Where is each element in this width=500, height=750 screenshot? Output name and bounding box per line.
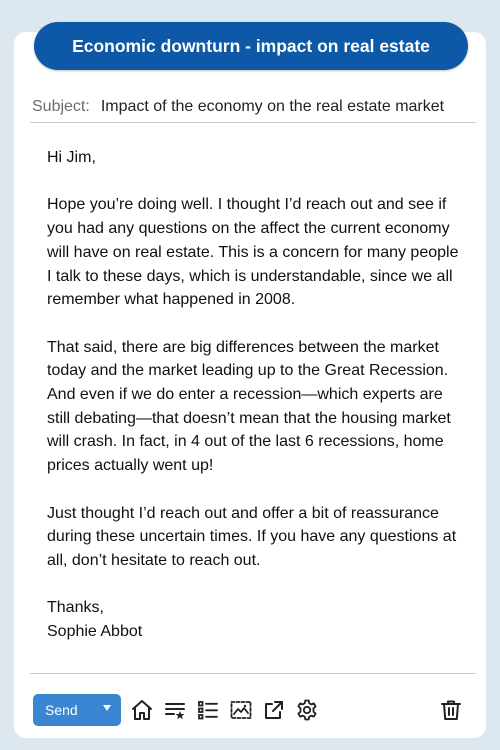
body-paragraph: Hope you’re doing well. I thought I’d reach out and see if you had any questions on the affect the current economy will have on real estate. This is a concern for many people I talk to these days, which is understandable, since we all remember what happened in 2008. (47, 196, 459, 309)
priority-list-icon[interactable] (163, 698, 187, 722)
closing: Thanks, (47, 599, 104, 617)
send-button-label: Send (45, 702, 78, 718)
bulleted-list-icon[interactable] (196, 698, 220, 722)
toolbar-divider (30, 673, 476, 674)
greeting: Hi Jim, (47, 149, 96, 166)
body-paragraph: That said, there are big differences between the market today and the market leading up to the Great Recession. And even if we do enter a recession—which experts are still debating—that doesn’t mean that the housing market will crash. In fact, in 4 out of the last 6 recessions, home prices actually went up! (47, 338, 451, 475)
chevron-down-icon[interactable] (103, 705, 111, 711)
settings-gear-icon[interactable] (295, 698, 319, 722)
subject-label: Subject: (32, 98, 90, 115)
body-paragraph: Just thought I’d reach out and offer a bit of reassurance during these uncertain times. If you have any questions at all, don’t hesitate to reach out. (47, 504, 457, 569)
home-icon[interactable] (130, 698, 154, 722)
image-icon[interactable] (229, 698, 253, 722)
email-body[interactable] (47, 146, 467, 644)
send-button[interactable] (33, 694, 121, 726)
subject-field[interactable]: Impact of the economy on the real estate market (100, 98, 445, 115)
trash-icon[interactable] (439, 698, 463, 722)
external-link-icon[interactable] (262, 698, 286, 722)
subject-row[interactable] (32, 92, 476, 122)
email-title (34, 22, 468, 70)
signature: Sophie Abbot (47, 623, 143, 640)
subject-divider (30, 122, 476, 123)
email-title-text: Economic downturn - impact on real estate (72, 35, 430, 56)
